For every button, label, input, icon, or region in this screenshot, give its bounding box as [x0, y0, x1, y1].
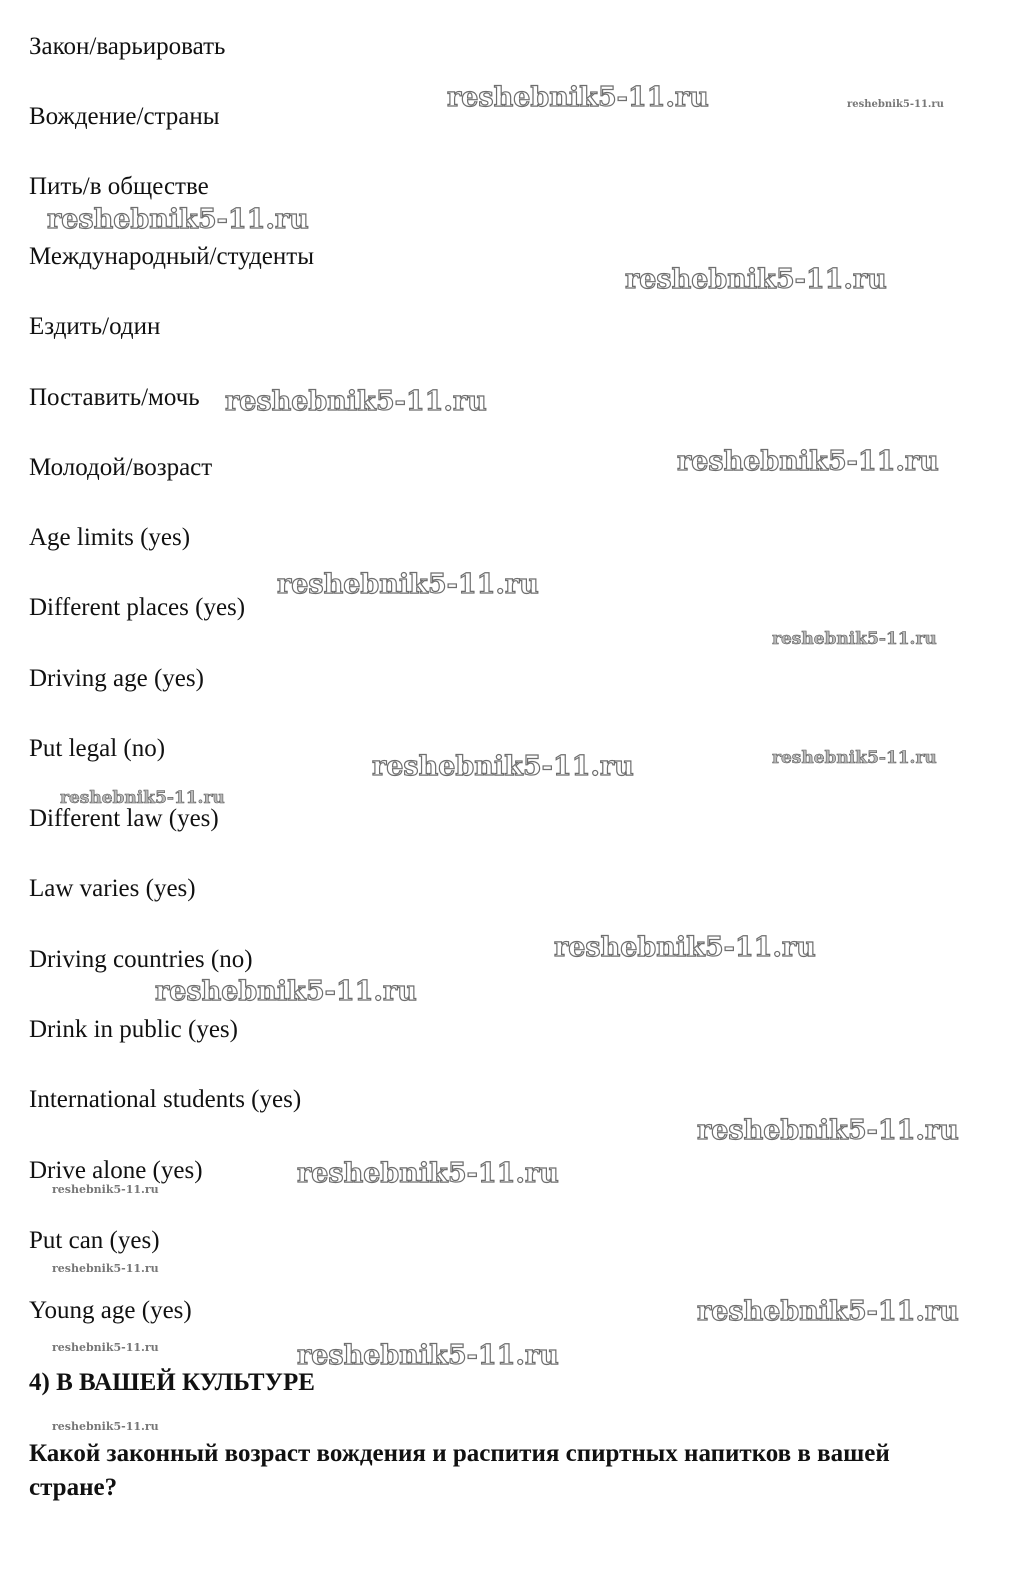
line-12: Different law (yes)	[29, 805, 219, 832]
watermark-logo: reshebnik5-11.ru	[677, 446, 939, 477]
line-11: Put legal (no)	[29, 735, 166, 762]
watermark-logo: reshebnik5-11.ru	[52, 1420, 159, 1433]
line-3: Пить/в обществе	[29, 173, 209, 200]
watermark-logo: reshebnik5-11.ru	[297, 1158, 559, 1189]
line-4: Международный/студенты	[29, 243, 314, 270]
line-15: Drink in public (yes)	[29, 1016, 238, 1043]
watermark-logo: reshebnik5-11.ru	[47, 204, 309, 235]
line-5: Ездить/один	[29, 313, 161, 340]
watermark-logo: reshebnik5-11.ru	[625, 264, 887, 295]
line-17: Drive alone (yes)	[29, 1157, 203, 1184]
line-16: International students (yes)	[29, 1086, 302, 1113]
watermark-logo: reshebnik5-11.ru	[52, 1341, 159, 1354]
question-text: Какой законный возраст вождения и распития спиртных напитков в вашей стране?	[29, 1440, 890, 1501]
watermark-logo: reshebnik5-11.ru	[52, 1183, 159, 1196]
watermark-logo: reshebnik5-11.ru	[372, 751, 634, 782]
line-8: Age limits (yes)	[29, 524, 191, 551]
watermark-logo: reshebnik5-11.ru	[225, 386, 487, 417]
watermark-logo: reshebnik5-11.ru	[772, 748, 937, 768]
line-1: Закон/варьировать	[29, 33, 226, 60]
line-14: Driving countries (no)	[29, 946, 253, 973]
watermark-logo: reshebnik5-11.ru	[155, 976, 417, 1007]
watermark-logo: reshebnik5-11.ru	[277, 569, 539, 600]
line-6: Поставить/мочь	[29, 384, 200, 411]
line-18: Put can (yes)	[29, 1227, 160, 1254]
watermark-logo: reshebnik5-11.ru	[60, 788, 225, 808]
watermark-logo: reshebnik5-11.ru	[772, 629, 937, 649]
watermark-logo: reshebnik5-11.ru	[297, 1340, 559, 1371]
line-2: Вождение/страны	[29, 103, 220, 130]
watermark-logo: reshebnik5-11.ru	[847, 99, 944, 110]
watermark-logo: reshebnik5-11.ru	[447, 82, 709, 113]
line-19: Young age (yes)	[29, 1297, 192, 1324]
watermark-logo: reshebnik5-11.ru	[697, 1296, 959, 1327]
line-10: Driving age (yes)	[29, 665, 204, 692]
watermark-logo: reshebnik5-11.ru	[554, 932, 816, 963]
section-heading: 4) В ВАШЕЙ КУЛЬТУРЕ	[29, 1369, 315, 1396]
watermark-logo: reshebnik5-11.ru	[52, 1262, 159, 1275]
watermark-logo: reshebnik5-11.ru	[697, 1115, 959, 1146]
line-9: Different places (yes)	[29, 594, 246, 621]
line-13: Law varies (yes)	[29, 875, 196, 902]
line-7: Молодой/возраст	[29, 454, 213, 481]
